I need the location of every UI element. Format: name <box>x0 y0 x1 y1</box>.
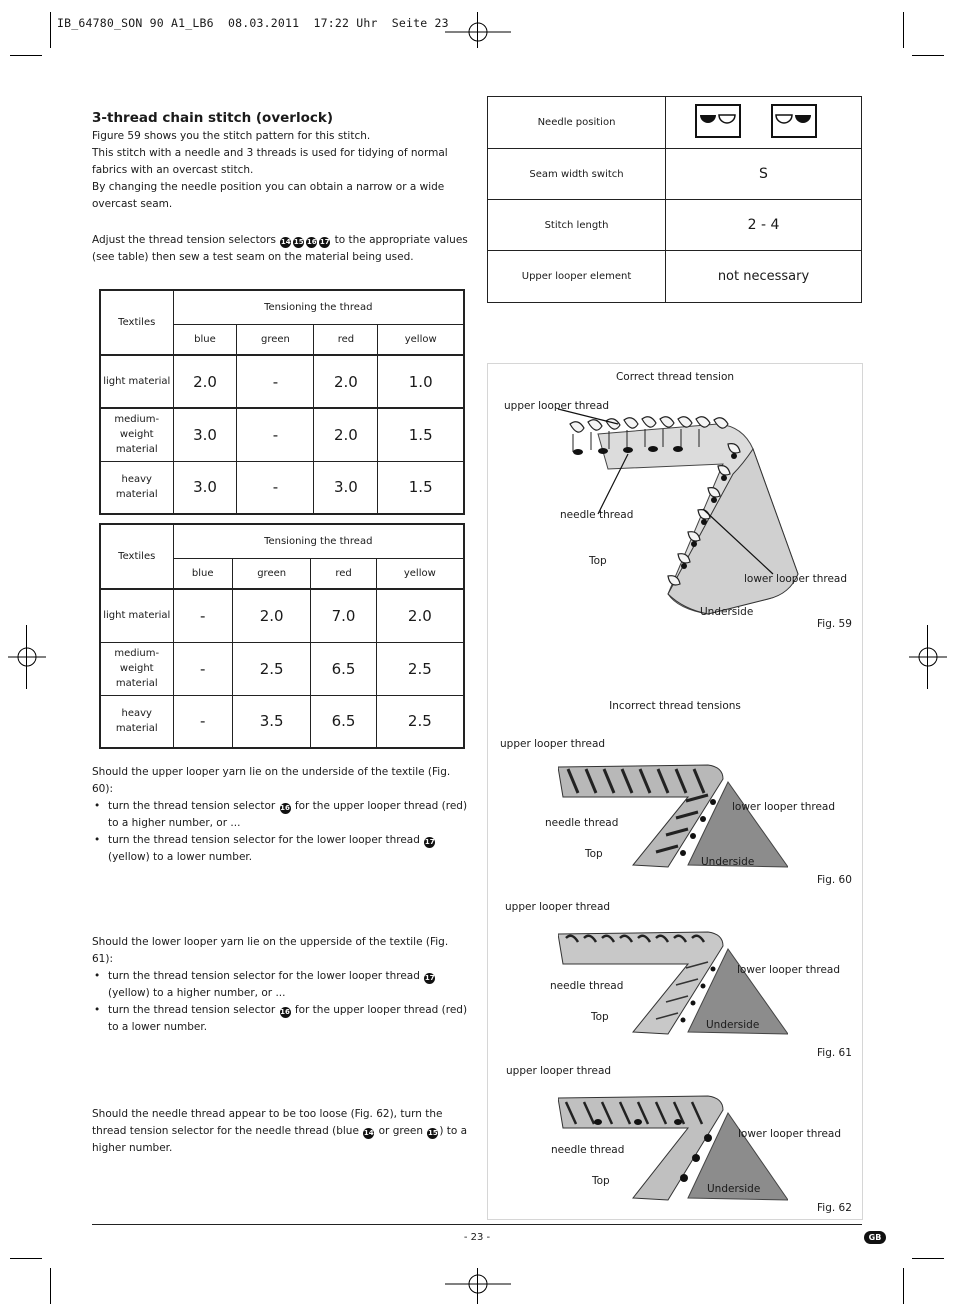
seam-width-value: S <box>666 149 862 200</box>
tension-table-2 <box>99 523 465 749</box>
cell-value: - <box>237 355 314 408</box>
col-green: green <box>237 324 314 355</box>
list-item: • turn the thread tension selector for the lower looper thread 17 (yellow) to a lower number. <box>92 832 468 866</box>
header-textiles: Textiles <box>100 524 173 589</box>
col-yellow: yellow <box>378 324 464 355</box>
instruction-lead: Should the lower looper yarn lie on the upperside of the textile (Fig. 61): <box>92 936 449 965</box>
cell-value: - <box>173 695 232 748</box>
figures-panel <box>487 363 863 1220</box>
fig60-underside-label: Underside <box>701 856 755 868</box>
section-title: 3-thread chain stitch (overlock) <box>92 110 334 126</box>
cell-value: 6.5 <box>311 642 376 695</box>
fig60-caption: Fig. 60 <box>817 874 852 886</box>
fig61-lower-looper-label: lower looper thread <box>737 964 841 976</box>
incorrect-title: Incorrect thread tensions <box>609 700 741 712</box>
row-material: light material <box>100 589 173 642</box>
fig60-lower-looper-label: lower looper thread <box>732 801 836 813</box>
adjust-text <box>92 232 468 266</box>
registration-mark-bottom <box>445 1266 511 1302</box>
fig59-lower-looper-label: lower looper thread <box>744 573 848 585</box>
fig59-top-label: Top <box>589 555 607 567</box>
list-item: • turn the thread tension selector for the lower looper thread 17 (yellow) to a higher number, or ... <box>92 968 468 1002</box>
fig61-needle-thread-label: needle thread <box>550 980 624 992</box>
row-material: medium-weight material <box>100 408 173 461</box>
settings-table <box>487 96 862 303</box>
fig62-needle-thread-label: needle thread <box>551 1144 625 1156</box>
marker-14: 14 <box>280 238 291 246</box>
fig61-upper-looper-label: upper looper thread <box>505 901 611 913</box>
table-row <box>100 408 464 461</box>
cell-value: 2.0 <box>314 408 378 461</box>
list-item: • turn the thread tension selector 16 for the upper looper thread (red) to a higher number, or ... <box>92 798 468 832</box>
fig59-underside-label: Underside <box>700 606 754 618</box>
marker-16: 16 <box>280 1008 290 1016</box>
fig62-underside-label: Underside <box>707 1183 761 1195</box>
fig60-upper-looper-label: upper looper thread <box>500 738 606 750</box>
instructions-fig61 <box>92 934 468 1036</box>
cell-value: 2.5 <box>376 695 464 748</box>
fig59-caption: Fig. 59 <box>817 618 852 630</box>
col-yellow: yellow <box>376 558 464 589</box>
fig60-needle-thread-label: needle thread <box>545 817 619 829</box>
cell-value: 2.0 <box>314 355 378 408</box>
fig61-caption: Fig. 61 <box>817 1047 852 1059</box>
cell-value: - <box>173 642 232 695</box>
needle-position-icon <box>684 101 844 141</box>
cell-value: - <box>237 461 314 514</box>
fig60-top-label: Top <box>585 848 603 860</box>
fig59-needle-thread-label: needle thread <box>560 509 634 521</box>
upper-looper-value: not necessary <box>666 251 862 303</box>
registration-mark-top <box>445 14 511 50</box>
fig62-lower-looper-label: lower looper thread <box>738 1128 842 1140</box>
needle-position-icons <box>666 97 862 149</box>
instructions-fig60 <box>92 764 468 866</box>
cell-value: 3.0 <box>314 461 378 514</box>
cell-value: 3.0 <box>173 461 237 514</box>
table-row <box>100 642 464 695</box>
footer-rule <box>92 1224 862 1225</box>
cell-value: 2.0 <box>232 589 310 642</box>
registration-mark-right <box>909 645 947 669</box>
seam-width-label: Seam width switch <box>488 149 666 200</box>
header-tensioning: Tensioning the thread <box>173 524 464 558</box>
row-material: heavy material <box>100 461 173 514</box>
table-row <box>100 461 464 514</box>
adjust-suffix: to the appropriate values (see table) then sew a test seam on the material being used. <box>92 234 468 263</box>
col-red: red <box>314 324 378 355</box>
marker-16: 16 <box>280 804 290 812</box>
cell-value: 1.5 <box>378 461 464 514</box>
row-material: heavy material <box>100 695 173 748</box>
fig62-caption: Fig. 62 <box>817 1202 852 1214</box>
instruction-lead: Should the upper looper yarn lie on the underside of the textile (Fig. 60): <box>92 766 451 795</box>
cell-value: 1.0 <box>378 355 464 408</box>
fig59-upper-looper-label: upper looper thread <box>504 400 610 412</box>
cell-value: 2.0 <box>173 355 237 408</box>
fig61-top-label: Top <box>591 1011 609 1023</box>
marker-15: 15 <box>427 1129 438 1137</box>
header-textiles: Textiles <box>100 290 173 355</box>
instructions-fig62: Should the needle thread appear to be too loose (Fig. 62), turn the thread tension selector for the needle thread (blue 14 or green 15 ) to a higher number. <box>92 1108 468 1154</box>
correct-title: Correct thread tension <box>615 371 735 383</box>
upper-looper-label: Upper looper element <box>488 251 666 303</box>
cell-value: 7.0 <box>311 589 376 642</box>
row-material: light material <box>100 355 173 408</box>
cell-value: 2.5 <box>232 642 310 695</box>
marker-14: 14 <box>363 1129 374 1137</box>
table-row <box>100 355 464 408</box>
fig61-underside-label: Underside <box>706 1019 760 1031</box>
intro-line: By changing the needle position you can obtain a narrow or a wide overcast seam. <box>92 181 445 210</box>
col-green: green <box>232 558 310 589</box>
marker-17: 17 <box>424 974 435 982</box>
cell-value: 2.5 <box>376 642 464 695</box>
intro-line: Figure 59 shows you the stitch pattern for this stitch. <box>92 130 371 142</box>
cell-value: 3.5 <box>232 695 310 748</box>
row-material: medium-weight material <box>100 642 173 695</box>
print-header: IB_64780_SON 90 A1_LB6 08.03.2011 17:22 Uhr Seite 23 <box>57 16 449 30</box>
cell-value: 6.5 <box>311 695 376 748</box>
marker-17: 17 <box>319 238 330 246</box>
language-badge: GB <box>864 1231 886 1244</box>
cell-value: 1.5 <box>378 408 464 461</box>
stitch-length-value: 2 - 4 <box>666 200 862 251</box>
cell-value: 2.0 <box>376 589 464 642</box>
cell-value: - <box>237 408 314 461</box>
intro-line: This stitch with a needle and 3 threads is used for tidying of normal fabrics with an overcast stitch. <box>92 147 448 176</box>
marker-16: 16 <box>306 238 317 246</box>
cell-value: 3.0 <box>173 408 237 461</box>
col-red: red <box>311 558 376 589</box>
table-row <box>100 589 464 642</box>
needle-position-label: Needle position <box>488 97 666 149</box>
stitch-length-label: Stitch length <box>488 200 666 251</box>
page-number: - 23 - <box>463 1232 491 1243</box>
fig62-top-label: Top <box>592 1175 610 1187</box>
intro-text <box>92 128 468 213</box>
marker-15: 15 <box>293 238 304 246</box>
fig62-upper-looper-label: upper looper thread <box>506 1065 612 1077</box>
marker-17: 17 <box>424 838 435 846</box>
tension-table-1 <box>99 289 465 515</box>
table-row <box>100 695 464 748</box>
col-blue: blue <box>173 558 232 589</box>
list-item: • turn the thread tension selector 16 for the upper looper thread (red) to a lower number. <box>92 1002 468 1036</box>
adjust-prefix: Adjust the thread tension selectors <box>92 234 276 246</box>
registration-mark-left <box>8 645 46 669</box>
header-tensioning: Tensioning the thread <box>173 290 464 324</box>
cell-value: - <box>173 589 232 642</box>
col-blue: blue <box>173 324 237 355</box>
